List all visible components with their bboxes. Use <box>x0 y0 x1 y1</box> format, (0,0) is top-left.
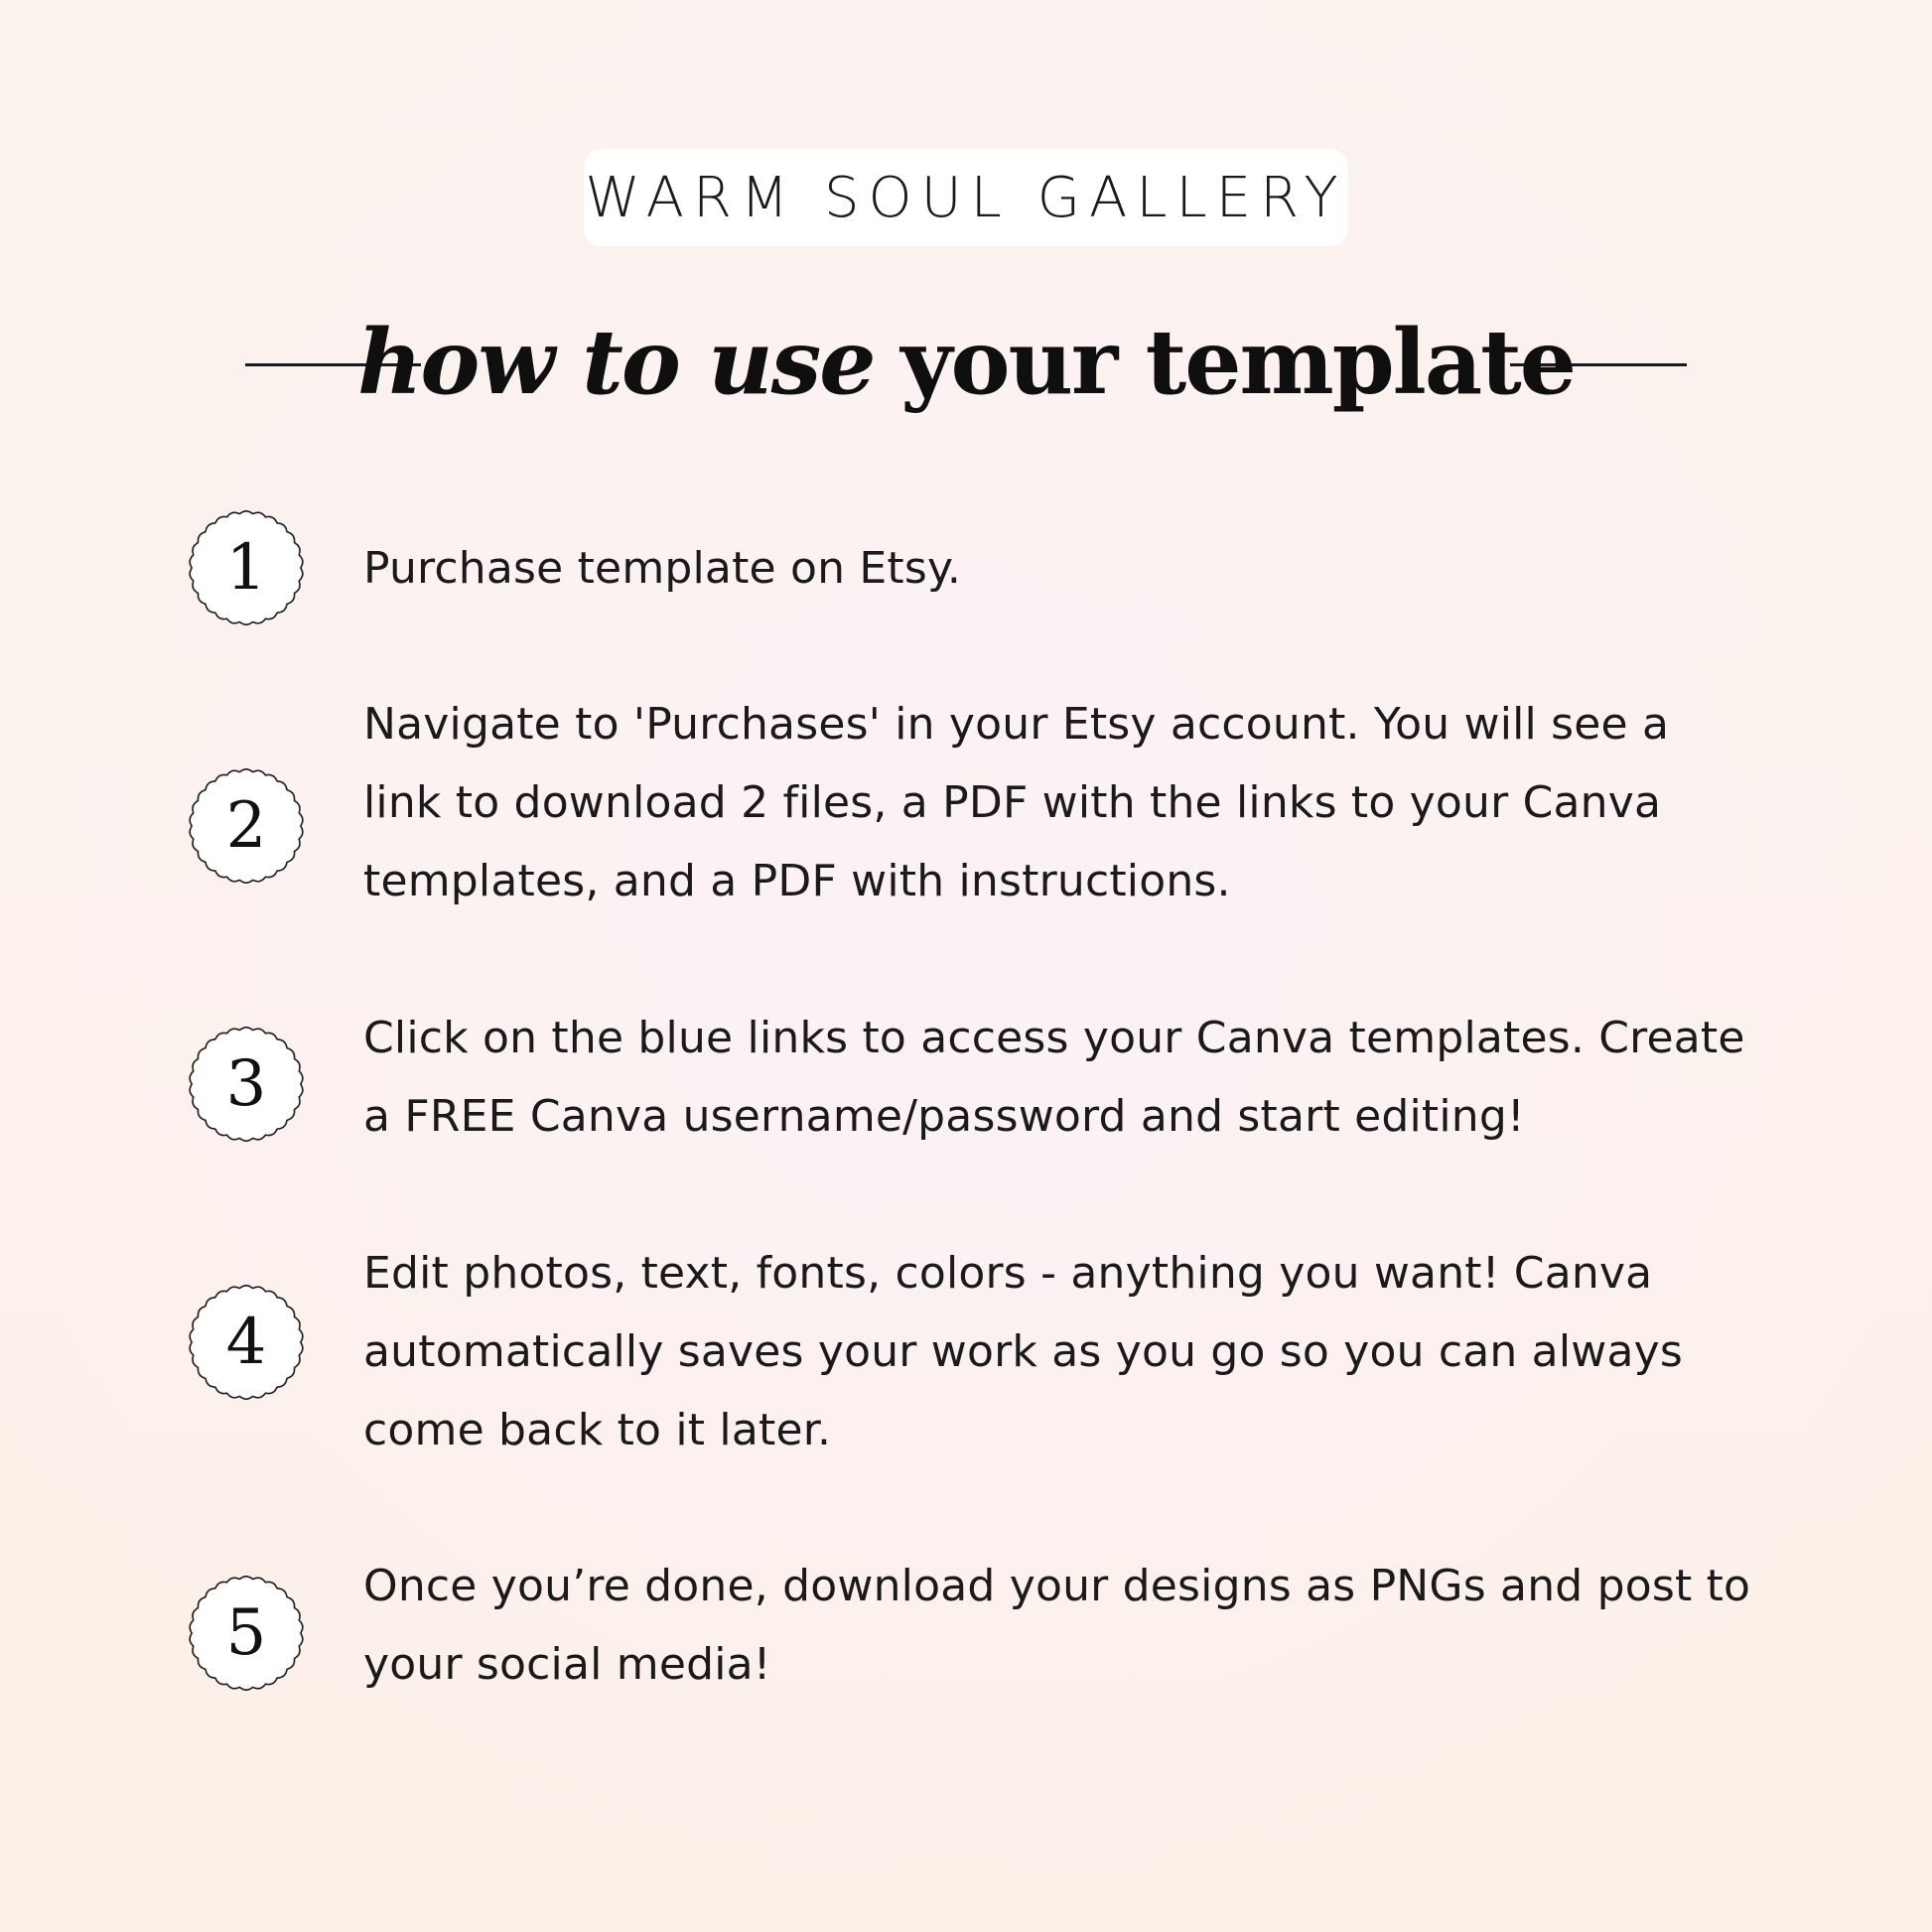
scalloped-circle-icon <box>185 1023 308 1146</box>
title-italic: how to use <box>356 310 875 415</box>
scalloped-circle-icon <box>185 764 308 888</box>
step-text: Purchase template on Etsy. <box>363 543 962 594</box>
step-text: Navigate to 'Purchases' in your Etsy account. You will see a link to download 2 files, a PDF with the links to your Canva templates, and a PDF with instructions. <box>363 699 1670 906</box>
brand-name: WARM SOUL GALLERY <box>585 165 1347 230</box>
scalloped-circle-icon <box>185 1572 308 1695</box>
step-number: 3 <box>225 1047 267 1121</box>
step-number: 4 <box>225 1306 267 1379</box>
step-text: Once you’re done, download your designs as PNGs and post to your social media! <box>363 1561 1751 1690</box>
step-number: 2 <box>225 789 267 863</box>
scalloped-circle-icon <box>185 506 308 629</box>
step-number: 5 <box>225 1596 267 1670</box>
brand-pill <box>584 149 1348 246</box>
step-text: Edit photos, text, fonts, colors - anything you want! Canva automatically saves your work as you go so you can always come back to it later. <box>363 1248 1683 1455</box>
scalloped-circle-icon <box>185 1281 308 1404</box>
step-text: Click on the blue links to access your Canva templates. Create a FREE Canva username/password and start editing! <box>363 1013 1745 1142</box>
title-plain: your template <box>900 310 1576 415</box>
page-title <box>0 298 1932 427</box>
step-number: 1 <box>225 531 267 605</box>
title-text <box>357 310 1575 415</box>
